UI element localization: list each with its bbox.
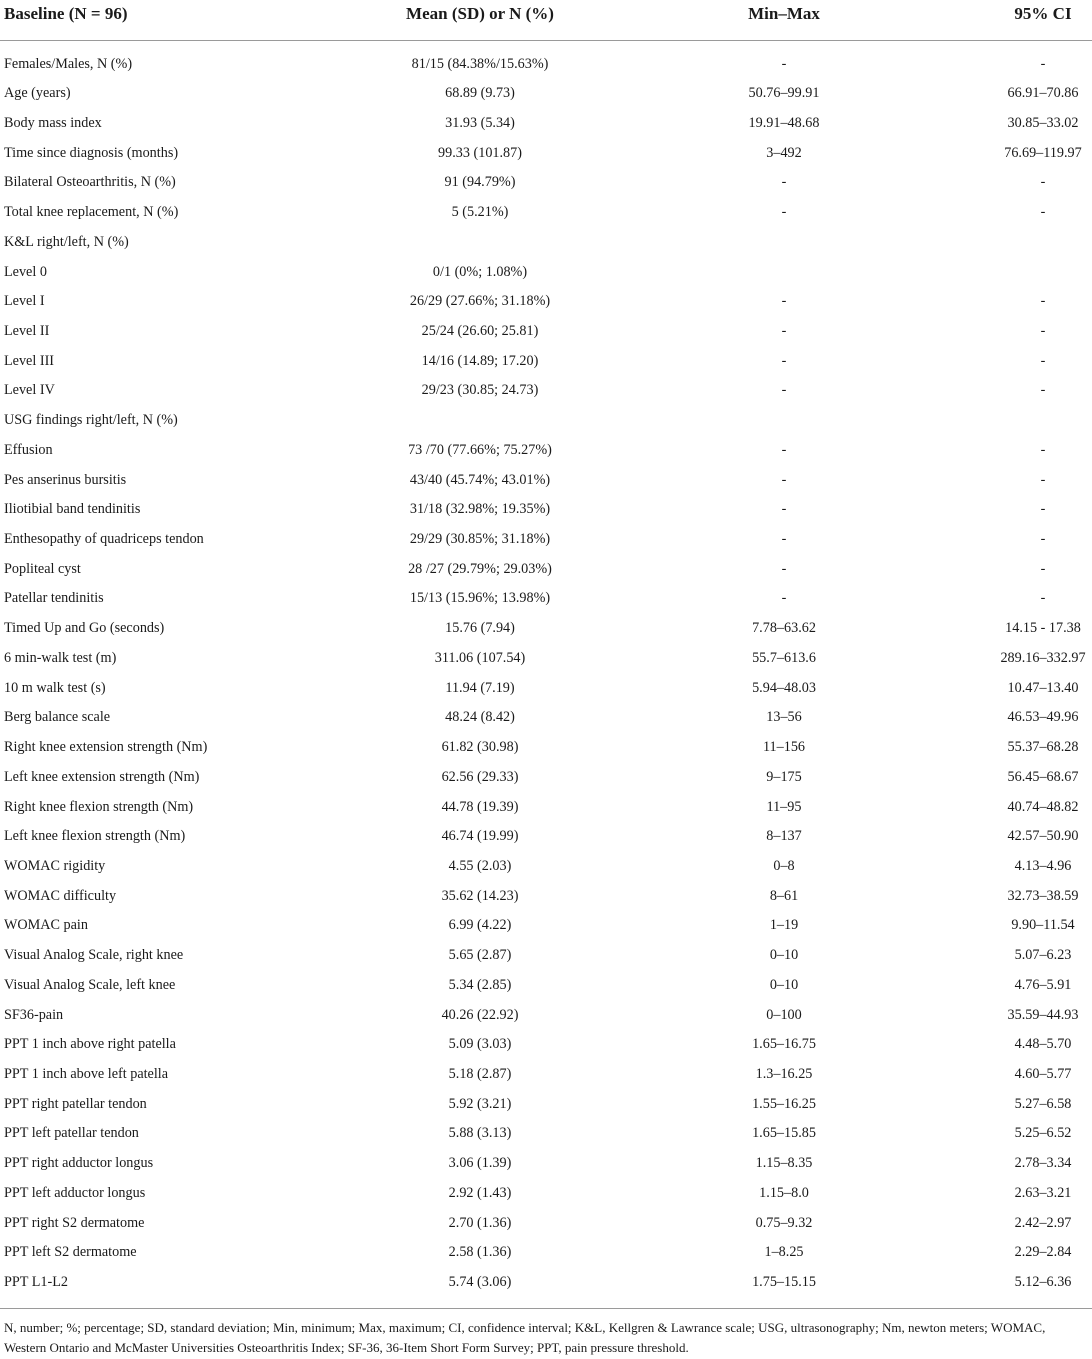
row-min-max-text: 1.55–16.25 [752, 1095, 816, 1112]
table-row [0, 168, 1092, 198]
row-mean-sd-text: 2.92 (1.43) [448, 1184, 512, 1201]
table-row [0, 733, 1092, 763]
row-label: PPT right adductor longus [4, 1155, 154, 1172]
table-row [0, 971, 1092, 1001]
row-min-max-text: 1–8.25 [764, 1244, 804, 1261]
row-ci-text: 2.42–2.97 [1014, 1214, 1072, 1231]
row-min-max-text: 1.65–16.75 [752, 1036, 816, 1053]
row-label: PPT right S2 dermatome [4, 1214, 145, 1231]
row-ci-text: - [1040, 174, 1046, 191]
row-label: Patellar tendinitis [4, 590, 104, 607]
table-row [0, 882, 1092, 912]
row-min-max-text: 1.15–8.35 [755, 1155, 813, 1172]
row-label: PPT left adductor longus [4, 1184, 146, 1201]
row-mean-sd-text: 5 (5.21%) [451, 204, 509, 221]
table-row [0, 79, 1092, 109]
row-min-max-text: 50.76–99.91 [748, 85, 820, 102]
row-min-max-text: 3–492 [766, 144, 802, 161]
table-row [0, 198, 1092, 228]
table-row [0, 376, 1092, 406]
row-mean-sd-text: 31/18 (32.98%; 19.35%) [409, 501, 551, 518]
row-ci-text: 76.69–119.97 [1004, 144, 1082, 161]
table-row [0, 109, 1092, 139]
row-label: Iliotibial band tendinitis [4, 501, 141, 518]
table-row [0, 1209, 1092, 1239]
row-label: PPT left patellar tendon [4, 1125, 139, 1142]
table-row [0, 1090, 1092, 1120]
row-min-max-text: 0–100 [766, 1006, 802, 1023]
row-min-max-text: - [781, 590, 787, 607]
row-mean-sd-text: 31.93 (5.34) [445, 114, 515, 131]
row-mean-sd-text: 5.18 (2.87) [448, 1065, 512, 1082]
row-min-max-text: 0–10 [769, 976, 799, 993]
row-mean-sd-text: 68.89 (9.73) [445, 85, 515, 102]
row-ci-text: 2.63–3.21 [1014, 1184, 1072, 1201]
row-label: PPT left S2 dermatome [4, 1244, 137, 1261]
row-mean-sd-text: 29/29 (30.85%; 31.18%) [409, 531, 551, 548]
table-row [0, 555, 1092, 585]
row-mean-sd-text: 29/23 (30.85; 24.73) [421, 382, 539, 399]
row-ci-text: 4.48–5.70 [1014, 1036, 1072, 1053]
row-mean-sd-text: 35.62 (14.23) [441, 887, 519, 904]
row-ci-text: 40.74–48.82 [1007, 798, 1079, 815]
table-row [0, 347, 1092, 377]
row-label: Level 0 [4, 263, 47, 280]
row-min-max-text: - [781, 471, 787, 488]
row-ci-text: 2.29–2.84 [1014, 1244, 1072, 1261]
row-min-max-text: 11–95 [766, 798, 802, 815]
row-ci-text: - [1040, 590, 1046, 607]
table-row [0, 1179, 1092, 1209]
table-row [0, 466, 1092, 496]
row-label: USG findings right/left, N (%) [4, 412, 178, 429]
row-label: SF36-pain [4, 1006, 64, 1023]
row-label: Bilateral Osteoarthritis, N (%) [4, 174, 176, 191]
row-ci-text: 30.85–33.02 [1007, 114, 1079, 131]
row-label: WOMAC difficulty [4, 887, 117, 904]
row-mean-sd-text: 46.74 (19.99) [441, 828, 519, 845]
row-ci-text: - [1040, 352, 1046, 369]
row-min-max-text: 8–137 [766, 828, 802, 845]
row-label: Right knee flexion strength (Nm) [4, 798, 194, 815]
row-min-max-text: - [781, 322, 787, 339]
header-baseline: Baseline (N = 96) [4, 4, 128, 23]
row-label: Total knee replacement, N (%) [4, 204, 179, 221]
row-min-max-text: - [781, 501, 787, 518]
row-ci-text: 4.13–4.96 [1014, 857, 1072, 874]
row-min-max-text: 1.75–15.15 [752, 1274, 816, 1291]
table-row [0, 139, 1092, 169]
table-row [0, 763, 1092, 793]
row-label: Effusion [4, 441, 53, 458]
row-min-max-text: 5.94–48.03 [752, 679, 816, 696]
row-mean-sd-text: 15/13 (15.96%; 13.98%) [409, 590, 551, 607]
table-row [0, 822, 1092, 852]
table-row [0, 1030, 1092, 1060]
row-ci-text: - [1040, 501, 1046, 518]
header-mean-sd-text: Mean (SD) or N (%) [406, 4, 554, 23]
row-label: Left knee flexion strength (Nm) [4, 828, 186, 845]
row-label: K&L right/left, N (%) [4, 233, 129, 250]
row-mean-sd-text: 91 (94.79%) [444, 174, 516, 191]
row-ci-text: 35.59–44.93 [1007, 1006, 1079, 1023]
row-mean-sd-text: 62.56 (29.33) [441, 768, 519, 785]
row-mean-sd-text: 40.26 (22.92) [441, 1006, 519, 1023]
row-min-max-text: 11–156 [762, 739, 806, 756]
row-ci-text: - [1040, 322, 1046, 339]
row-mean-sd-text: 81/15 (84.38%/15.63%) [411, 55, 549, 72]
row-min-max-text: 7.78–63.62 [752, 620, 816, 637]
row-mean-sd-text: 44.78 (19.39) [441, 798, 519, 815]
row-label: PPT 1 inch above left patella [4, 1065, 169, 1082]
row-ci-text: 9.90–11.54 [1011, 917, 1075, 934]
row-min-max-text: 1.15–8.0 [759, 1184, 809, 1201]
row-ci-text: - [1040, 55, 1046, 72]
row-min-max-text: - [781, 55, 787, 72]
row-label: Pes anserinus bursitis [4, 471, 127, 488]
row-min-max-text: - [781, 204, 787, 221]
table-row [0, 525, 1092, 555]
row-ci-text: - [1040, 471, 1046, 488]
row-label: Level III [4, 352, 55, 369]
row-label: Level IV [4, 382, 55, 399]
row-ci-text: 32.73–38.59 [1007, 887, 1079, 904]
row-label: Level II [4, 322, 50, 339]
table-row [0, 793, 1092, 823]
table-row [0, 50, 1092, 80]
row-mean-sd-text: 61.82 (30.98) [441, 739, 519, 756]
row-min-max-text: - [781, 441, 787, 458]
row-label: PPT 1 inch above right patella [4, 1036, 176, 1053]
row-mean-sd-text: 43/40 (45.74%; 43.01%) [409, 471, 551, 488]
row-mean-sd-text: 15.76 (7.94) [445, 620, 515, 637]
row-label: Visual Analog Scale, right knee [4, 947, 184, 964]
row-ci-text: 5.12–6.36 [1014, 1274, 1072, 1291]
table-row [0, 584, 1092, 614]
table-row [0, 674, 1092, 704]
row-min-max-text: 1.3–16.25 [755, 1065, 813, 1082]
row-mean-sd-text: 5.88 (3.13) [448, 1125, 512, 1142]
row-mean-sd-text: 311.06 (107.54) [434, 649, 526, 666]
table-row [0, 614, 1092, 644]
row-min-max-text: - [781, 174, 787, 191]
row-label: WOMAC rigidity [4, 857, 106, 874]
row-ci-text: 42.57–50.90 [1007, 828, 1079, 845]
row-ci-text: 4.60–5.77 [1014, 1065, 1072, 1082]
row-label: PPT right patellar tendon [4, 1095, 147, 1112]
row-min-max-text: 9–175 [766, 768, 802, 785]
table-row [0, 317, 1092, 347]
table-row [0, 495, 1092, 525]
table-row [0, 406, 1092, 436]
row-mean-sd-text: 11.94 (7.19) [445, 679, 515, 696]
row-label: Enthesopathy of quadriceps tendon [4, 531, 204, 548]
row-ci-text: - [1040, 441, 1046, 458]
row-min-max-text: 0–10 [769, 947, 799, 964]
row-label: Body mass index [4, 114, 102, 131]
row-min-max-text: 19.91–48.68 [748, 114, 820, 131]
row-min-max-text: 8–61 [769, 887, 799, 904]
table-row [0, 1060, 1092, 1090]
row-label: Left knee extension strength (Nm) [4, 768, 200, 785]
row-label: Visual Analog Scale, left knee [4, 976, 176, 993]
row-mean-sd-text: 48.24 (8.42) [445, 709, 515, 726]
row-ci-text: 56.45–68.67 [1007, 768, 1079, 785]
row-min-max-text: - [781, 352, 787, 369]
row-label: Right knee extension strength (Nm) [4, 739, 208, 756]
row-ci-text: 46.53–49.96 [1007, 709, 1079, 726]
row-label: 6 min-walk test (m) [4, 649, 117, 666]
row-mean-sd-text: 73 /70 (77.66%; 75.27%) [408, 441, 552, 458]
row-ci-text: 5.25–6.52 [1014, 1125, 1072, 1142]
row-ci-text: - [1040, 204, 1046, 221]
table-row [0, 644, 1092, 674]
row-label: PPT L1-L2 [4, 1274, 68, 1291]
row-min-max-text: - [781, 560, 787, 577]
row-label: Timed Up and Go (seconds) [4, 620, 165, 637]
row-min-max-text: 1.65–15.85 [752, 1125, 816, 1142]
table-row [0, 941, 1092, 971]
row-mean-sd-text: 6.99 (4.22) [448, 917, 512, 934]
row-ci-text: - [1040, 531, 1046, 548]
row-label: 10 m walk test (s) [4, 679, 106, 696]
table-row [0, 911, 1092, 941]
row-ci-text: - [1040, 560, 1046, 577]
table-row [0, 287, 1092, 317]
row-label: Level I [4, 293, 45, 310]
row-mean-sd-text: 5.09 (3.03) [448, 1036, 512, 1053]
row-mean-sd-text: 99.33 (101.87) [438, 144, 522, 161]
row-min-max-text: - [781, 293, 787, 310]
row-mean-sd-text: 5.65 (2.87) [448, 947, 512, 964]
row-ci-text: 5.07–6.23 [1014, 947, 1072, 964]
row-label: Age (years) [4, 85, 71, 102]
row-ci-text: 55.37–68.28 [1007, 739, 1079, 756]
row-ci-text: 5.27–6.58 [1014, 1095, 1072, 1112]
row-mean-sd-text: 28 /27 (29.79%; 29.03%) [408, 560, 552, 577]
table-row [0, 1268, 1092, 1298]
row-ci-text: 10.47–13.40 [1007, 679, 1079, 696]
row-min-max-text: 0.75–9.32 [755, 1214, 813, 1231]
header-ci-text: 95% CI [1014, 4, 1072, 23]
row-mean-sd-text: 5.74 (3.06) [448, 1274, 512, 1291]
row-mean-sd-text: 0/1 (0%; 1.08%) [432, 263, 528, 280]
row-mean-sd-text: 4.55 (2.03) [448, 857, 512, 874]
table-row [0, 1149, 1092, 1179]
row-mean-sd-text: 26/29 (27.66%; 31.18%) [409, 293, 551, 310]
row-min-max-text: 1–19 [769, 917, 799, 934]
row-label: Time since diagnosis (months) [4, 144, 179, 161]
row-min-max-text: 0–8 [773, 857, 795, 874]
table-row [0, 258, 1092, 288]
row-min-max-text: - [781, 531, 787, 548]
table-row [0, 436, 1092, 466]
row-ci-text: 66.91–70.86 [1007, 85, 1079, 102]
row-label: Berg balance scale [4, 709, 111, 726]
row-ci-text: 2.78–3.34 [1014, 1155, 1072, 1172]
table-header [0, 0, 1092, 41]
row-mean-sd-text: 14/16 (14.89; 17.20) [421, 352, 539, 369]
row-label: Females/Males, N (%) [4, 55, 133, 72]
row-ci-text: 4.76–5.91 [1014, 976, 1072, 993]
row-label: Popliteal cyst [4, 560, 81, 577]
row-ci-text: 289.16–332.97 [1000, 649, 1086, 666]
row-mean-sd-text: 5.92 (3.21) [448, 1095, 512, 1112]
row-mean-sd-text: 2.70 (1.36) [448, 1214, 512, 1231]
row-ci-text: - [1040, 382, 1046, 399]
row-mean-sd-text: 25/24 (26.60; 25.81) [421, 322, 539, 339]
table-footnote: N, number; %; percentage; SD, standard deviation; Min, minimum; Max, maximum; CI, confidence interval; K&L, Kellgren & Lawrance scale; USG, ultrasonography; Nm, newton meters; WOMAC, Western Ontario and McMaster Universities Osteoarthritis Index; SF-36, 36-Item Short Form Survey; PPT, pain pressure threshold. [4, 1320, 1046, 1355]
table-row [0, 1119, 1092, 1149]
row-min-max-text: 55.7–613.6 [752, 649, 816, 666]
row-mean-sd-text: 3.06 (1.39) [448, 1155, 512, 1172]
row-ci-text: - [1040, 293, 1046, 310]
row-min-max-text: 13–56 [766, 709, 802, 726]
row-mean-sd-text: 2.58 (1.36) [448, 1244, 512, 1261]
table-row [0, 1238, 1092, 1268]
row-mean-sd-text: 5.34 (2.85) [448, 976, 512, 993]
table-bottom-rule [0, 1308, 1092, 1309]
table-row [0, 228, 1092, 258]
row-ci-text: 14.15 - 17.38 [1005, 620, 1081, 637]
table-row [0, 852, 1092, 882]
header-min-max-text: Min–Max [748, 4, 820, 23]
row-min-max-text: - [781, 382, 787, 399]
row-label: WOMAC pain [4, 917, 88, 934]
table-row [0, 703, 1092, 733]
table-row [0, 1001, 1092, 1031]
